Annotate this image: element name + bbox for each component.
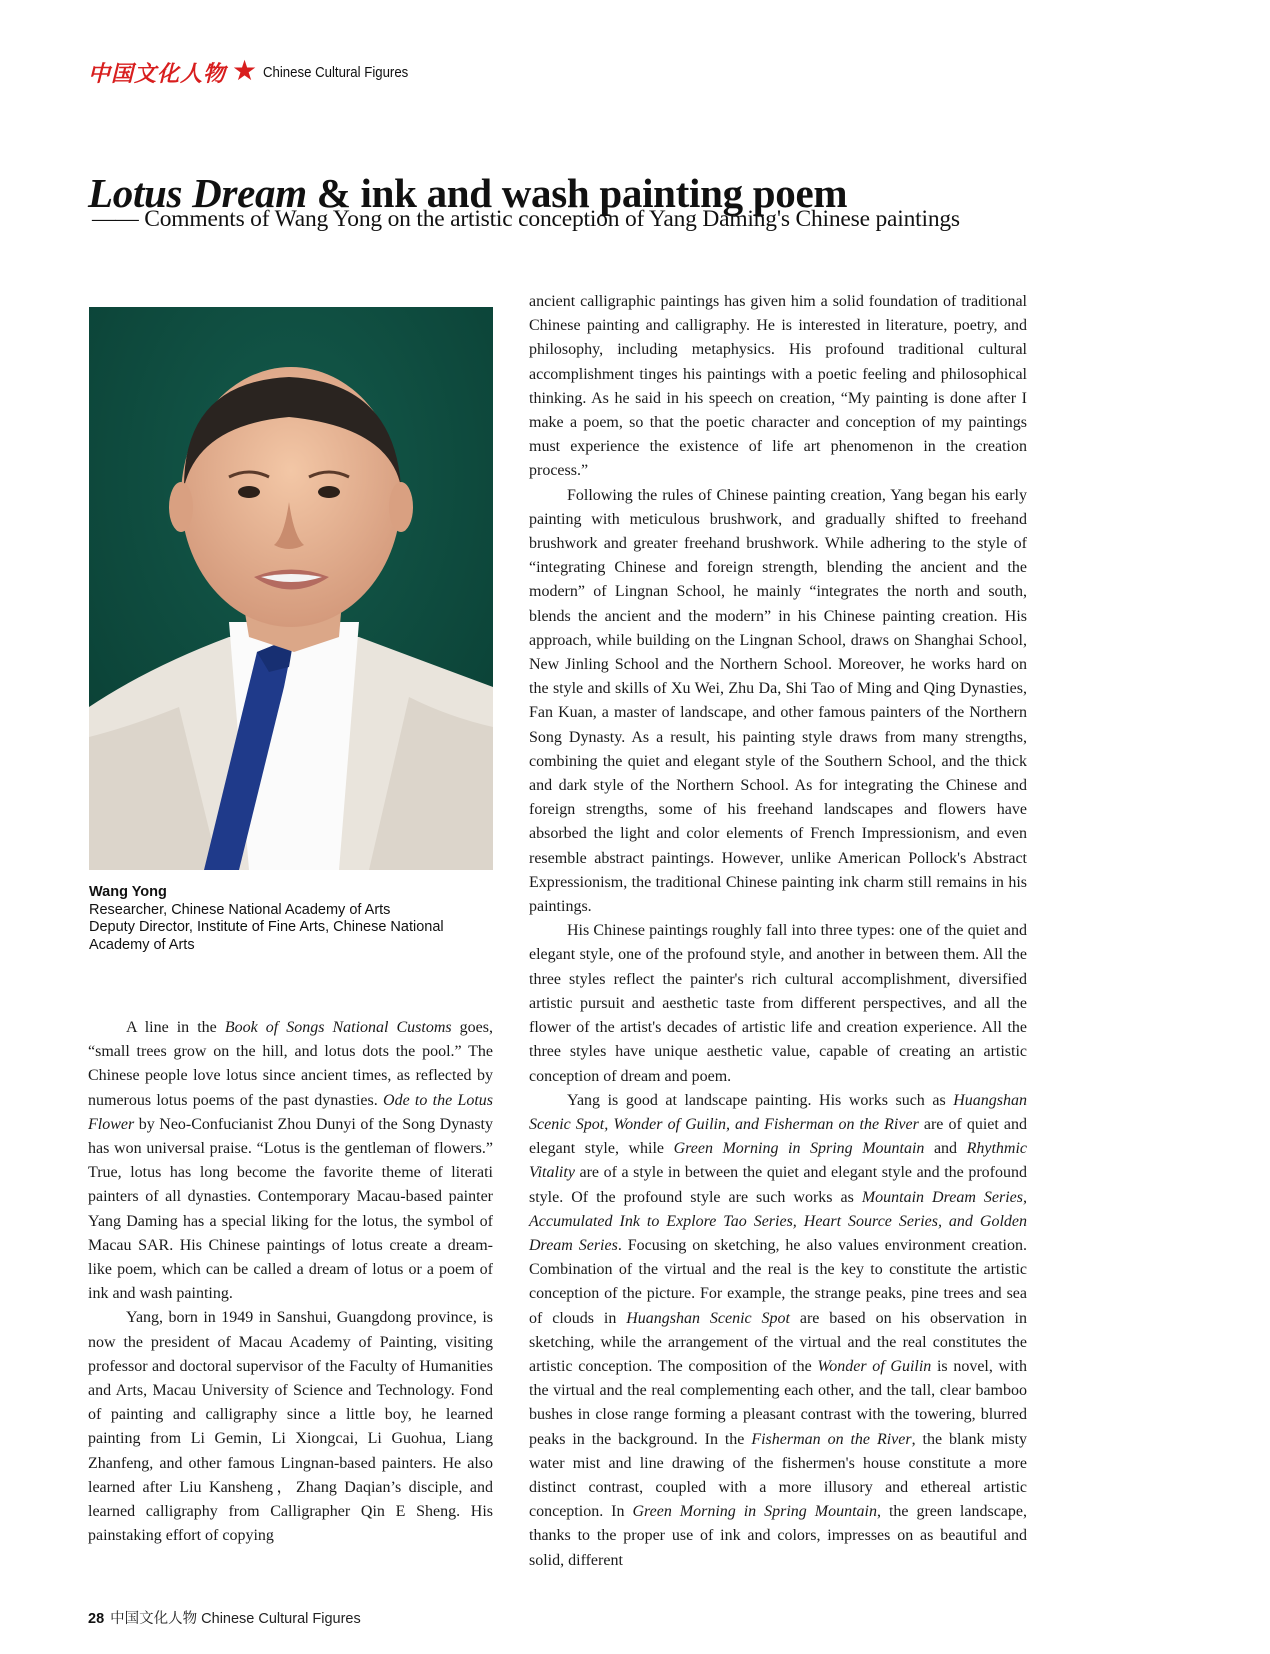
- italic-title: Mountain Dream Series, Accumulated Ink to Explore Tao Series, Heart Source Series, and Golden Dream Series: [529, 1188, 1027, 1254]
- text-run: Yang is good at landscape painting. His works such as: [567, 1091, 954, 1109]
- body-column-right: [529, 290, 1027, 1573]
- portrait-photo: [89, 307, 493, 870]
- caption-name: Wang Yong: [89, 884, 167, 900]
- text-run: are based on his observation in sketching, while the arrangement of the virtual and the real constitutes the artistic conception. The composition of the: [529, 1309, 1027, 1375]
- italic-title: Green Morning in Spring Mountain: [632, 1503, 877, 1521]
- italic-title: Rhythmic Vitality: [529, 1140, 1028, 1182]
- paragraph-1: [88, 1016, 493, 1306]
- text-run: by Neo-Confucianist Zhou Dunyi of the Song Dynasty has won universal praise. “Lotus is the gentleman of flowers.” True, lotus has long become the favorite theme of literati painters of all dynasties. Contemporary Macau-based painter Yang Daming has a special liking for the lotus, the symbol of Macau SAR. His Chinese paintings of lotus create a dream-like poem, which can be called a dream of lotus or a poem of ink and wash painting.: [88, 1115, 493, 1303]
- paragraph-2: Yang, born in 1949 in Sanshui, Guangdong province, is now the president of Macau Academy of Painting, visiting professor and doctoral supervisor of the Faculty of Humanities and Arts, Macau University of Science and Technology. Fond of painting and calligraphy since a little boy, he learned painting from Li Gemin, Li Xiongcai, Li Guohua, Liang Zhanfeng, and other famous Lingnan-based painters. He also learned after Liu Kansheng，Zhang Daqian’s disciple, and learned calligraphy from Calligrapher Qin E Sheng. His painstaking effort of copying: [88, 1309, 493, 1545]
- text-run: , the blank misty water mist and line drawing of the fishermen's house constitute a more distinct contrast, coupled with a more illusory and ethereal artistic conception. In: [529, 1430, 1028, 1521]
- footer-publication: 中国文化人物 Chinese Cultural Figures: [110, 1611, 361, 1627]
- italic-title: Huangshan Scenic Spot, Wonder of Guilin, and Fisherman on the River: [529, 1091, 1027, 1133]
- text-run: and: [924, 1140, 967, 1158]
- italic-title: Huangshan Scenic Spot: [626, 1309, 790, 1327]
- italic-title: Ode to the Lotus Flower: [88, 1091, 494, 1133]
- caption-line-1: Researcher, Chinese National Academy of Arts: [89, 901, 391, 918]
- italic-title: Book of Songs National Customs: [224, 1019, 452, 1036]
- text-run: , the green landscape, thanks to the proper use of ink and colors, impresses on as beautiful and solid, different: [529, 1503, 1027, 1569]
- paragraph-3: ancient calligraphic paintings has given him a solid foundation of traditional Chinese painting and calligraphy. He is interested in literature, poetry, and philosophy, including metaphysics. His profound traditional cultural accomplishment tinges his paintings with a poetic feeling and philosophical thinking. As he said in his speech on creation, “My painting is done after I make a poem, so that the poetic character and conception of my paintings must experience the existence of life art phenomenon in the creation process.”: [529, 293, 1027, 480]
- text-run: goes, “small trees grow on the hill, and lotus dots the pool.” The Chinese people love lotus since ancient times, as reflected by numerous lotus poems of the past dynasties.: [88, 1019, 494, 1109]
- title-italic-part: Lotus Dream: [88, 170, 307, 217]
- masthead-english-title: Chinese Cultural Figures: [263, 63, 409, 81]
- italic-title: Green Morning in Spring Mountain: [673, 1140, 925, 1158]
- page-footer: [88, 1607, 361, 1628]
- text-run: is novel, with the virtual and the real complementing each other, and the tall, clear bamboo bushes in close range forming a pleasant contrast with the towering, blurred peaks in the background. In the: [529, 1357, 1027, 1448]
- body-column-left: [88, 1016, 493, 1548]
- paragraph-4: Following the rules of Chinese painting creation, Yang began his early painting with meticulous brushwork, and gradually shifted to freehand brushwork and greater freehand brushwork. While adhering to the style of “integrating Chinese and foreign strength, blending the ancient and the modern” of Lingnan School, he mainly “integrates the north and south, blends the ancient and the modern” in his Chinese painting creation. His approach, while building on the Lingnan School, draws on Shanghai School, New Jinling School and the Northern School. Moreover, he works hard on the style and skills of Xu Wei, Zhu Da, Shi Tao of Ming and Qing Dynasties, Fan Kuan, a master of landscape, and other famous painters of the Northern Song Dynasty. As a result, his painting style draws from many strengths, combining the quiet and elegant style of the Southern School, and the thick and dark style of the Northern School. As for integrating the Chinese and foreign strengths, some of his freehand landscapes and flowers have absorbed the light and color elements of French Impressionism, and even resemble abstract paintings. However, unlike American Pollock's Abstract Expressionism, the traditional Chinese painting ink charm still remains in his paintings.: [529, 486, 1027, 916]
- text-run: are of a style in between the quiet and elegant style and the profound style. Of the profound style are such works as: [529, 1164, 1027, 1206]
- paragraph-5: His Chinese paintings roughly fall into three types: one of the quiet and elegant style, one of the profound style, and another in between them. All the three styles reflect the painter's rich cultural accomplishment, diversified artistic pursuit and aesthetic taste from different perspectives, and all the flower of the artist's decades of artistic life and creation experience. All the three styles have unique aesthetic value, capable of creating an artistic conception of dream and poem.: [529, 922, 1027, 1085]
- paragraph-6: [529, 1089, 1027, 1573]
- text-run: . Focusing on sketching, he also values environment creation. Combination of the virtual and the real is the key to constitute the artistic conception of the picture. For example, the strange peaks, pine trees and sea of clouds in: [529, 1236, 1027, 1327]
- article-subtitle: —— Comments of Wang Yong on the artistic conception of Yang Daming's Chinese paintings: [92, 206, 960, 232]
- italic-title: Wonder of Guilin: [817, 1357, 932, 1375]
- photo-caption: [89, 884, 499, 954]
- masthead: [88, 54, 428, 90]
- text-run: A line in the: [126, 1019, 225, 1036]
- masthead-chinese-logo: 中国文化人物: [88, 60, 227, 87]
- italic-title: Fisherman on the River: [751, 1430, 912, 1448]
- red-star-icon: ★: [232, 56, 258, 87]
- text-run: are of quiet and elegant style, while: [529, 1115, 1027, 1158]
- page-number: 28: [88, 1611, 105, 1627]
- portrait-image-icon: [89, 307, 493, 870]
- caption-line-2: Deputy Director, Institute of Fine Arts, Chinese National Academy of Arts: [89, 919, 444, 953]
- title-rest: & ink and wash painting poem: [306, 170, 848, 217]
